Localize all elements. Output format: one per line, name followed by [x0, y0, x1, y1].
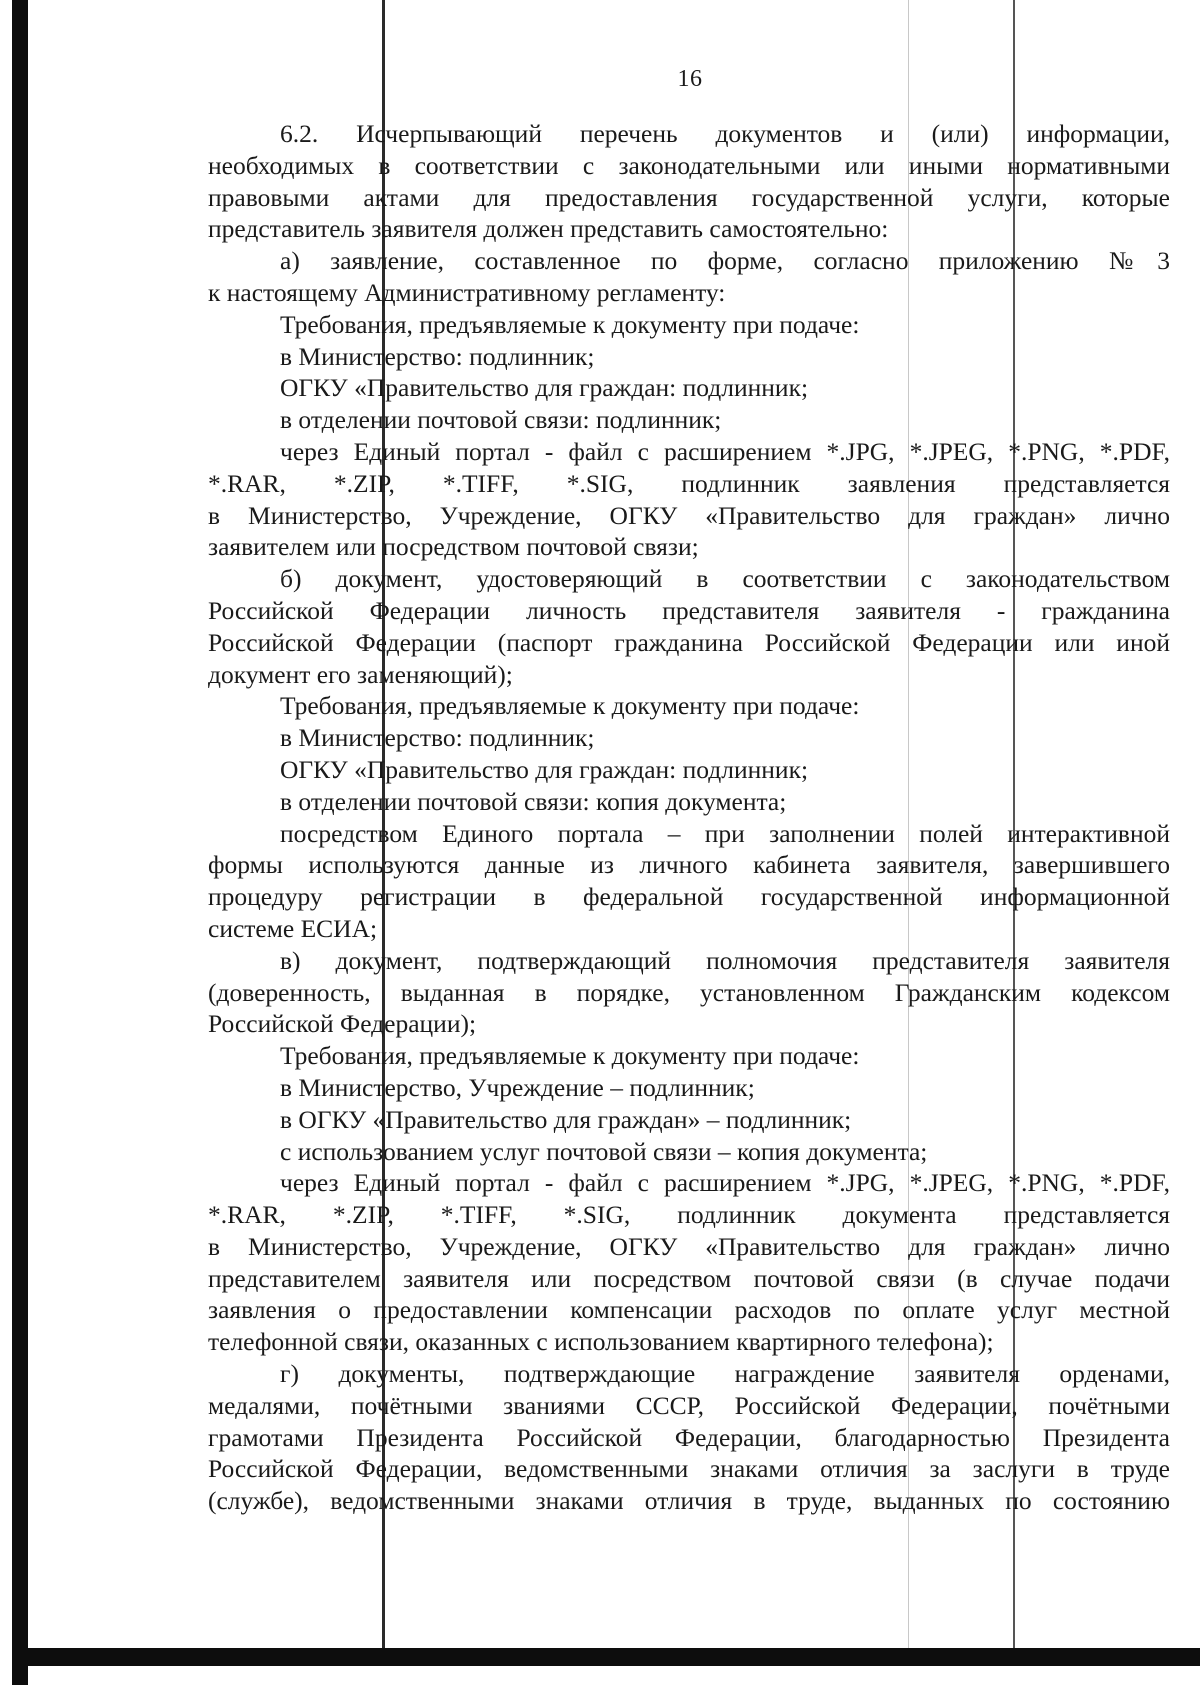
text-line: (доверенность, выданная в порядке, установленном Гражданским кодексом	[208, 977, 1170, 1007]
text-line: а) заявление, составленное по форме, согласно приложению №3	[280, 246, 1170, 276]
text-line: в отделении почтовой связи: копия документа;	[280, 786, 787, 816]
text-line: формы используются данные из личного кабинета заявителя, завершившего	[208, 850, 1170, 880]
text-line: к настоящему Административному регламенту:	[208, 277, 726, 307]
text-line: в Министерство, Учреждение, ОГКУ «Правительство для граждан» лично	[208, 500, 1170, 530]
text-line: *.RAR, *.ZIP, *.TIFF, *.SIG, подлинник заявления представляется	[208, 468, 1170, 498]
text-line: в Министерство: подлинник;	[280, 723, 595, 753]
scan-edge-shadow-bottom	[28, 1648, 1200, 1666]
text-line: представитель заявителя должен представить самостоятельно:	[208, 214, 889, 244]
text-line: необходимых в соответствии с законодательными или иными нормативными	[208, 150, 1170, 180]
text-line: через Единый портал - файл с расширением *.JPG, *.JPEG, *.PNG, *.PDF,	[280, 1168, 1170, 1198]
text-line: г) документы, подтверждающие награждение заявителя орденами,	[280, 1359, 1170, 1389]
text-line: в отделении почтовой связи: подлинник;	[280, 405, 722, 435]
text-line: процедуру регистрации в федеральной государственной информационной	[208, 882, 1170, 912]
text-line: Российской Федерации, ведомственными знаками отличия за заслуги в труде	[208, 1454, 1170, 1484]
text-line: *.RAR, *.ZIP, *.TIFF, *.SIG, подлинник документа представляется	[208, 1200, 1170, 1230]
text-line: в Министерство: подлинник;	[280, 341, 595, 371]
text-line: Российской Федерации личность представителя заявителя - гражданина	[208, 595, 1170, 625]
scan-edge-shadow-left	[12, 0, 28, 1685]
text-line: в ОГКУ «Правительство для граждан» – подлинник;	[280, 1104, 852, 1134]
text-line: (службе), ведомственными знаками отличия в труде, выданных по состоянию	[208, 1486, 1170, 1516]
text-line: ОГКУ «Правительство для граждан: подлинник;	[280, 373, 809, 403]
text-line: в) документ, подтверждающий полномочия представителя заявителя	[280, 945, 1170, 975]
text-line: правовыми актами для предоставления государственной услуги, которые	[208, 182, 1170, 212]
text-line: в Министерство, Учреждение – подлинник;	[280, 1072, 755, 1102]
text-line: заявления о предоставлении компенсации расходов по оплате услуг местной	[208, 1295, 1170, 1325]
text-line: документ его заменяющий);	[208, 659, 513, 689]
text-line: в Министерство, Учреждение, ОГКУ «Правительство для граждан» лично	[208, 1231, 1170, 1261]
text-line: Требования, предъявляемые к документу при подаче:	[280, 691, 860, 721]
text-line: Требования, предъявляемые к документу при подаче:	[280, 1041, 860, 1071]
text-line: представителем заявителя или посредством почтовой связи (в случае подачи	[208, 1263, 1170, 1293]
text-line: Требования, предъявляемые к документу при подаче:	[280, 309, 860, 339]
text-line: посредством Единого портала – при заполнении полей интерактивной	[280, 818, 1170, 848]
text-line: грамотами Президента Российской Федерации, благодарностью Президента	[208, 1422, 1170, 1452]
text-line: б) документ, удостоверяющий в соответствии с законодательством	[280, 564, 1170, 594]
text-line: заявителем или посредством почтовой связи;	[208, 532, 699, 562]
text-line: с использованием услуг почтовой связи – копия документа;	[280, 1136, 928, 1166]
text-line: Российской Федерации (паспорт гражданина Российской Федерации или иной	[208, 627, 1170, 657]
text-line: медалями, почётными званиями СССР, Российской Федерации, почётными	[208, 1390, 1170, 1420]
text-line: через Единый портал - файл с расширением *.JPG, *.JPEG, *.PNG, *.PDF,	[280, 436, 1170, 466]
text-line: ОГКУ «Правительство для граждан: подлинник;	[280, 754, 809, 784]
page-number: 16	[677, 66, 703, 92]
text-line: 6.2. Исчерпывающий перечень документов и (или) информации,	[280, 119, 1170, 148]
text-line: системе ЕСИА;	[208, 913, 378, 943]
text-line: телефонной связи, оказанных с использованием квартирного телефона);	[208, 1327, 994, 1357]
document-body	[208, 118, 1170, 1517]
text-line: Российской Федерации);	[208, 1009, 477, 1039]
